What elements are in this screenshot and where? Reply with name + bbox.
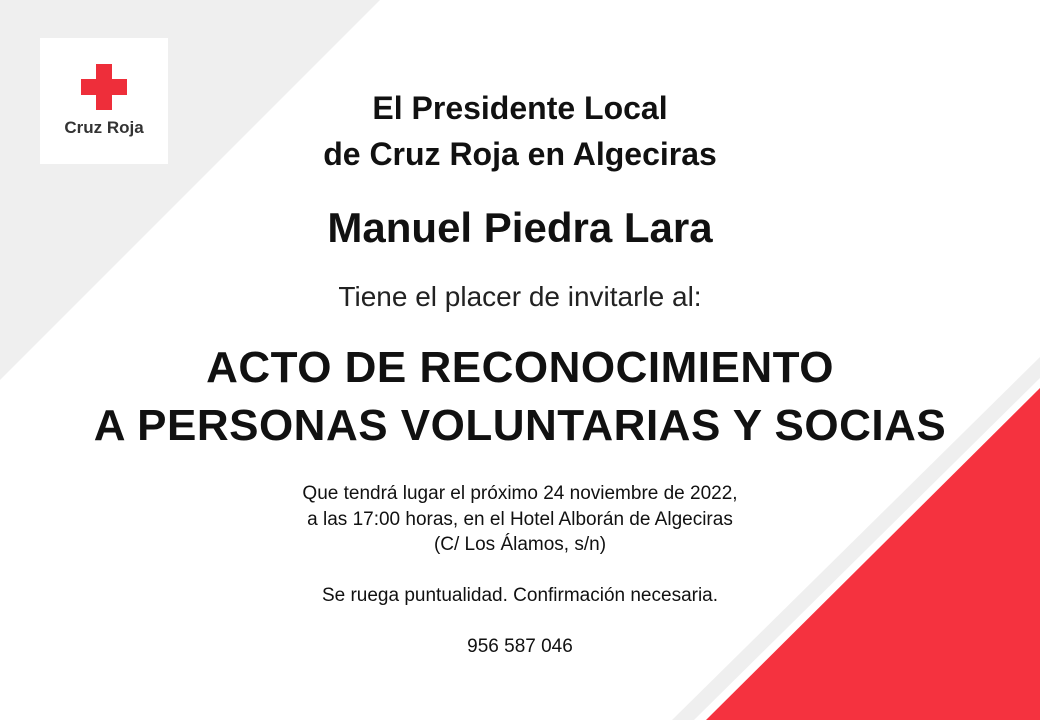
event-title-line2: A PERSONAS VOLUNTARIAS Y SOCIAS xyxy=(93,401,947,450)
event-address-line: (C/ Los Álamos, s/n) xyxy=(433,534,607,555)
contact-phone: 956 587 046 xyxy=(467,636,573,657)
event-title-line1: ACTO DE RECONOCIMIENTO xyxy=(206,343,834,392)
event-date-line: Que tendrá lugar el próximo 24 noviembre de 2022, xyxy=(302,483,738,504)
president-title-line1: El Presidente Local xyxy=(372,90,668,126)
logo-text: Cruz Roja xyxy=(64,118,144,137)
invitation-intro: Tiene el placer de invitarle al: xyxy=(338,281,702,312)
event-venue-line: a las 17:00 horas, en el Hotel Alborán de Algeciras xyxy=(307,509,733,530)
punctuality-note: Se ruega puntualidad. Confirmación necesaria. xyxy=(321,585,719,606)
president-title-line2: de Cruz Roja en Algeciras xyxy=(323,136,717,172)
president-name: Manuel Piedra Lara xyxy=(327,204,713,251)
